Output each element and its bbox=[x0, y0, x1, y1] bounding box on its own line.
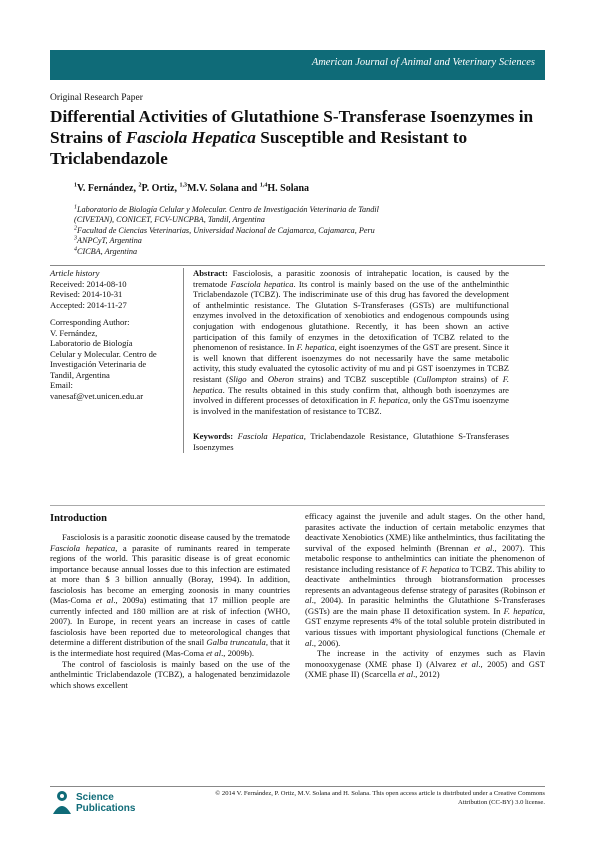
body-column-left bbox=[50, 532, 290, 690]
keywords: Keywords: Fasciola Hepatica, Triclabendazole Resistance, Glutathione S-Transferases Isoenzymes bbox=[193, 431, 509, 452]
corresponding-line: Celular y Molecular. Centro de bbox=[50, 348, 157, 359]
article-sidebar bbox=[50, 268, 175, 401]
author: $^2$P. Ortiz, bbox=[138, 182, 180, 194]
paragraph: Fasciolosis is a parasitic zoonotic disease caused by the trematode Fasciola hepatica, a parasite of ruminants reared in temperate regions of the world. This parasitic disease is of great economic importance because annual losses due to this infection are estimated at more than $ 3 billion annually (Boray, 1994). In addition, fasciolosis has become an emerging zoonosis in many countries (Mas-Coma et al., 2009a) estimating that 17 million people are currently infected and 180 million are at risk of infection (WHO, 2007). In Europe, in recent years an increase in cases of cattle fasciolosis have been reported due to meteorological changes that determine a different distribution of the snail Galba truncatula, that it is the intermediate host required (Mas-Coma et al., 2009b). bbox=[50, 532, 290, 659]
journal-name: American Journal of Animal and Veterinary Sciences bbox=[311, 57, 535, 68]
body-divider bbox=[50, 505, 545, 506]
affiliation: $^4$CICBA, Argentina bbox=[74, 245, 138, 256]
received-date: Received: 2014-08-10 bbox=[50, 278, 127, 289]
abstract: Abstract: Fasciolosis, a parasitic zoonosis of intrahepatic location, is caused by the trematode Fasciola hepatica. Its control is mainly based on the use of the anthelminthic Triclabendazole (TCBZ). The indiscriminate use of this drug has favored the development of anthelmintic resistance. The Glutation S-Transferases (GSTs) are multifunctional enzymes involved in the detoxification of xenobiotics and endogenous compounds using conjugation with endogenous glutathione. Recently, it has been shown an active participation of this family of enzymes in the detoxification of TCBZ related to the phenomenon of resistance. In F. hepatica, eight isoenzymes of the GST are present. Since it is well known that different isoenzymes do not necessarily have the same metabolic activity, this study evaluated the cytosolic activity of mu and pi GST isoenzymes in TCBZ resistant (Sligo and Oberon strains) and TCBZ susceptible (Cullompton strains) of F. hepatica. The results obtained in this study confirm that, although both isoenzymes are involved in different processes of detoxification in F. hepatica, only the GSTmu isoenzyme is involved in the manifestation of resistance to TCBZ. bbox=[193, 268, 510, 416]
author: $^{1,4}$H. Solana bbox=[259, 182, 310, 194]
keywords-label: Keywords: bbox=[193, 431, 234, 442]
affiliation: (CIVETAN), CONICET, FCV-UNCPBA, Tandil, Argentina bbox=[74, 215, 265, 225]
accepted-date: Accepted: 2014-11-27 bbox=[50, 299, 127, 310]
corresponding-line: Tandil, Argentina bbox=[50, 369, 110, 380]
corresponding-line: Laboratorio de Biología bbox=[50, 338, 133, 348]
history-title: Article history bbox=[50, 268, 100, 278]
section-heading-introduction: Introduction bbox=[50, 513, 107, 524]
paragraph: efficacy against the juvenile and adult stages. On the other hand, parasites activate the induction of certain metabolic enzymes that deactivate Xenobiotics (XME) like anthelmintics, thus facilitating the survival of the exposed helminth (Brennan et al., 2007). This metabolic response to anthelmintics can initiate the phenomenon of resistance including resistance of F. hepatica to TCBZ. This ability to deactivate anthelmintics through biotransformation processes represents an advantageous defense strategy of parasites (Robinson et al., 2004). In parasitic helminths the Glutathione S-Transferases (GSTs) are the main phase II detoxification system. In F. hepatica, GST enzyme represents 4% of the total soluble protein distributed in various tissues with important physiological functions (Chemale et al., 2006). bbox=[305, 511, 545, 648]
revised-date: Revised: 2014-10-31 bbox=[50, 289, 123, 299]
copyright-notice: © 2014 V. Fernández, P. Ortiz, M.V. Solana and H. Solana. This open access article is distributed under a Creative Commons Attribution (CC-BY) 3.0 license. bbox=[215, 790, 545, 806]
affiliation: $^2$Facultad de Ciencias Veterinarias, Universidad Nacional de Cajamarca, Cajamarca, Peru bbox=[74, 225, 375, 235]
corresponding-title: Corresponding Author: bbox=[50, 317, 130, 327]
footer-divider bbox=[50, 786, 545, 787]
corresponding-line: V. Fernández, bbox=[50, 327, 98, 338]
paragraph: The increase in the activity of enzymes such as Flavin monooxygenase (XME phase I) (Alvarez et al., 2005) and GST (XME phase II) (Scarcella et al., 2012) bbox=[305, 648, 545, 680]
publisher-name-line2: Publications bbox=[76, 803, 136, 814]
paper-title: Differential Activities of Glutathione S-Transferase Isoenzymes in Strains of Fasciola Hepatica Susceptible and Resistant to Triclabendazole bbox=[50, 107, 534, 168]
author: $^1$V. Fernández, bbox=[74, 182, 139, 194]
affiliation: $^3$ANPCyT, Argentina bbox=[74, 235, 142, 246]
author-list bbox=[74, 183, 309, 194]
publisher-logo-icon bbox=[50, 790, 74, 816]
publisher-logo bbox=[50, 790, 160, 820]
abstract-label: Abstract: bbox=[193, 268, 228, 278]
affiliations bbox=[74, 205, 534, 257]
corresponding-line: Email: bbox=[50, 380, 73, 390]
publisher-name-line1: Science bbox=[76, 792, 114, 803]
affiliation: $^1$Laboratorio de Biología Celular y Molecular. Centro de Investigación Veterinaria de Tandil bbox=[74, 204, 379, 214]
paragraph: The control of fasciolosis is mainly based on the use of the anthelmintic Triclabendazole (TCBZ), a halogenated benzimidazole which shows excellent bbox=[50, 658, 290, 690]
corresponding-line: Investigación Veterinaria de bbox=[50, 359, 147, 369]
article-type: Original Research Paper bbox=[50, 93, 143, 103]
journal-banner bbox=[50, 50, 545, 80]
abstract-box bbox=[183, 268, 509, 453]
header-divider bbox=[50, 265, 545, 266]
author: $^{1,3}$M.V. Solana and bbox=[179, 182, 260, 194]
corresponding-email: vanesaf@vet.unicen.edu.ar bbox=[50, 390, 144, 401]
body-column-right bbox=[305, 511, 545, 680]
